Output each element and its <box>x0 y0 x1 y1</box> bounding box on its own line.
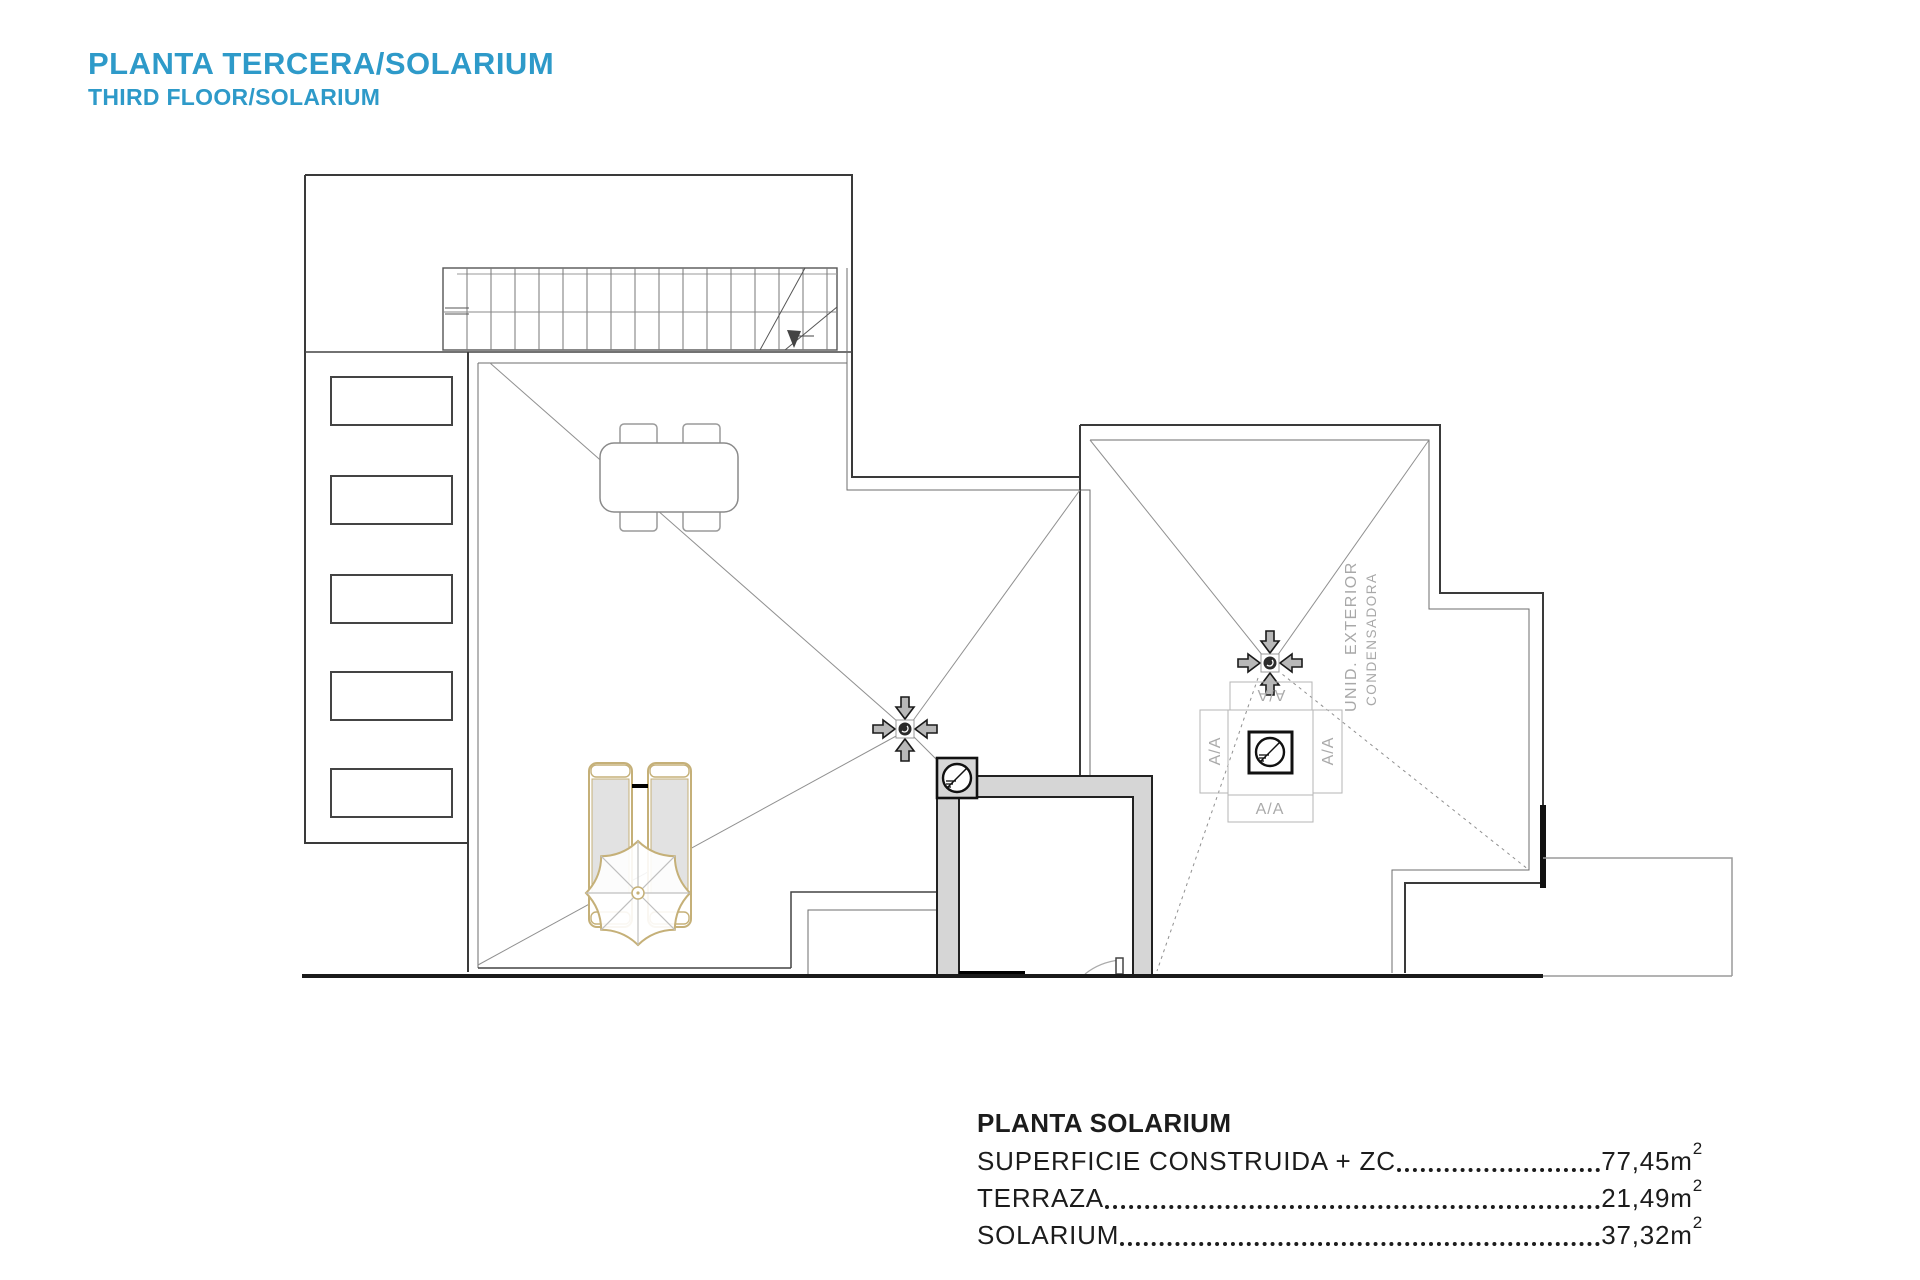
door-leaf <box>1116 958 1123 974</box>
roof-valleys-right <box>1090 440 1529 971</box>
page-subtitle: THIRD FLOOR/SOLARIUM <box>88 84 381 110</box>
area-summary <box>977 1108 1703 1254</box>
chimney-vent <box>937 758 977 798</box>
stairs <box>443 268 837 350</box>
roof-drain-left-icon <box>873 697 937 761</box>
svg-text:A/A: A/A <box>1256 686 1286 703</box>
area-row <box>977 1139 1703 1180</box>
svg-text:UNID. EXTERIOR: UNID. EXTERIOR <box>1343 561 1360 712</box>
table <box>600 443 738 512</box>
page-title: PLANTA TERCERA/SOLARIUM <box>88 46 555 81</box>
roof-valleys-left <box>478 363 1080 965</box>
area-row <box>977 1213 1703 1254</box>
door-swing-arc <box>1085 960 1120 974</box>
ac-unit-label <box>1343 561 1379 712</box>
dotted-leader <box>1120 1242 1600 1246</box>
neighbor-outline <box>1543 858 1732 976</box>
area-row-value: 77,45m $^2$ <box>1601 1139 1703 1176</box>
roof-drain-right-icon <box>1238 631 1302 695</box>
area-row-value: 37,32m $^2$ <box>1601 1213 1703 1250</box>
area-row-label: SOLARIUM <box>977 1220 1120 1250</box>
ac-condenser-unit <box>1200 682 1342 822</box>
svg-text:A/A: A/A <box>1320 736 1337 766</box>
area-summary-heading: PLANTA SOLARIUM <box>977 1108 1232 1138</box>
elevator-shaft <box>937 758 1152 975</box>
area-row <box>977 1176 1703 1217</box>
area-row-value: 21,49m $^2$ <box>1601 1176 1703 1213</box>
parasol-umbrella <box>586 841 690 945</box>
svg-text:A/A: A/A <box>1255 801 1285 818</box>
dotted-leader <box>1397 1168 1600 1172</box>
area-row-label: TERRAZA <box>977 1183 1104 1213</box>
louver-vents <box>331 377 452 817</box>
dotted-leader <box>1105 1205 1600 1209</box>
area-row-label: SUPERFICIE CONSTRUIDA + ZC <box>977 1146 1396 1176</box>
svg-text:A/A: A/A <box>1207 736 1224 766</box>
dining-table-group <box>600 424 738 531</box>
svg-text:CONDENSADORA: CONDENSADORA <box>1364 572 1379 706</box>
